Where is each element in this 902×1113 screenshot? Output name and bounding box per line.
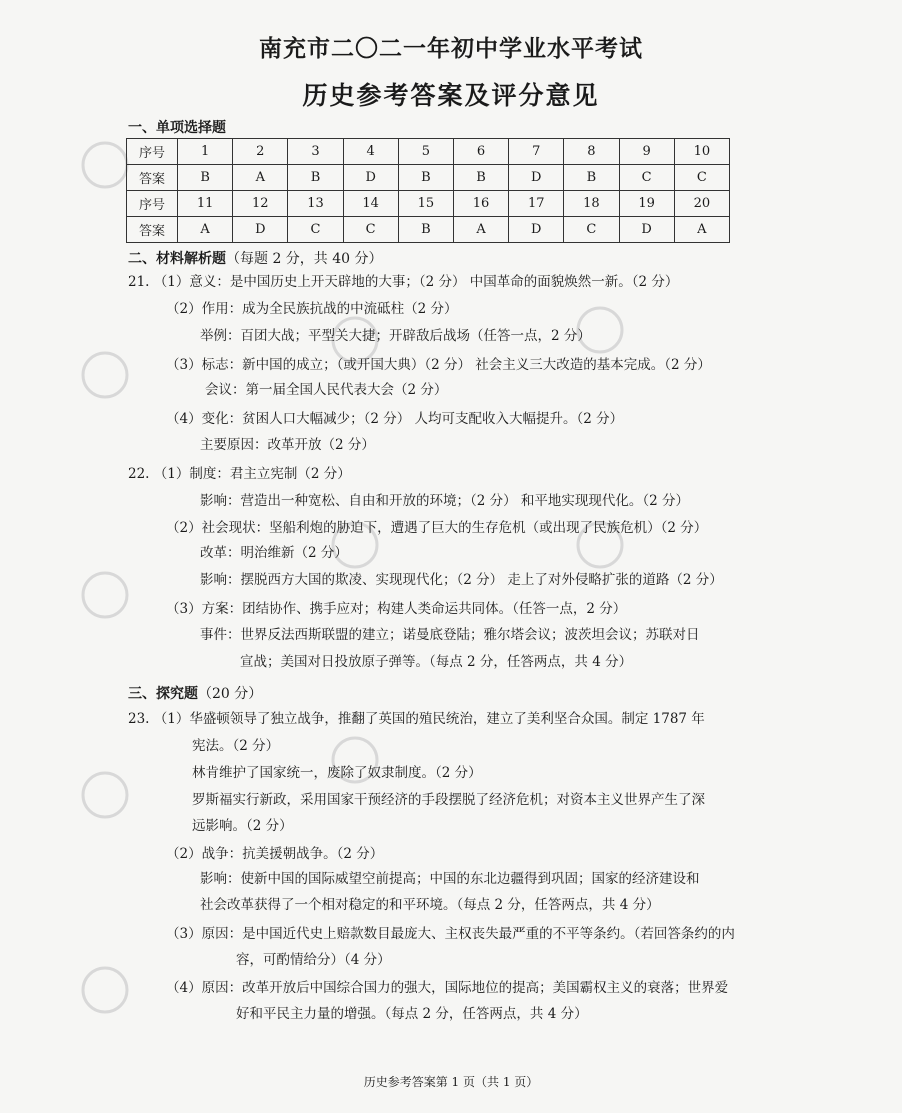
answer-table-cell: A <box>233 165 288 191</box>
q21-2-example-line: 举例：百团大战；平型关大捷；开辟敌后战场（任答一点，2 分） <box>200 328 591 344</box>
answer-table-cell: 2 <box>233 139 288 165</box>
q23-2-line: （2）战争：抗美援朝战争。（2 分） <box>166 846 384 862</box>
answer-table-cell: 14 <box>343 191 398 217</box>
q21-2-line: （2）作用：成为全民族抗战的中流砥柱（2 分） <box>166 301 458 317</box>
q23-2-impact-cont-line: 社会改革获得了一个相对稳定的和平环境。（每点 2 分，任答两点，共 4 分） <box>200 897 660 913</box>
answer-table-cell: 11 <box>178 191 233 217</box>
answer-table-cell: 5 <box>398 139 453 165</box>
answer-table-cell: 13 <box>288 191 343 217</box>
q22-1-impact-line: 影响：营造出一种宽松、自由和开放的环境；（2 分） 和平地实现现代化。（2 分） <box>200 493 690 509</box>
q21-4-line: （4）变化：贫困人口大幅减少；（2 分） 人均可支配收入大幅提升。（2 分） <box>166 411 624 427</box>
answer-table-cell: 18 <box>564 191 619 217</box>
q23-1-roosevelt-cont-line: 远影响。（2 分） <box>192 818 293 834</box>
document-title: 南充市二〇二一年初中学业水平考试 <box>259 35 643 62</box>
q22-2-impact-line: 影响：摆脱西方大国的欺凌、实现现代化；（2 分） 走上了对外侵略扩张的道路（2 分） <box>200 572 723 588</box>
section-heading-inquiry: 三、探究题（20 分） <box>128 686 263 702</box>
q22-1-line: 22. （1）制度：君主立宪制（2 分） <box>128 466 351 482</box>
answer-table-cell: B <box>398 165 453 191</box>
q23-1-line: 23. （1）华盛顿领导了独立战争，推翻了英国的殖民统治，建立了美利坚合众国。制定 1787 年 <box>128 711 705 727</box>
answer-table-cell: C <box>564 217 619 243</box>
answer-table-row <box>127 139 730 165</box>
answer-table-cell: A <box>453 217 508 243</box>
answer-table-cell: 17 <box>509 191 564 217</box>
q23-4-cont-line: 好和平民主力量的增强。（每点 2 分，任答两点，共 4 分） <box>236 1006 588 1022</box>
answer-table-cell: 20 <box>674 191 729 217</box>
q22-3-line: （3）方案：团结协作、携手应对；构建人类命运共同体。（任答一点，2 分） <box>166 601 627 617</box>
q23-2-impact-line: 影响：使新中国的国际威望空前提高；中国的东北边疆得到巩固；国家的经济建设和 <box>200 871 700 887</box>
answer-table <box>126 138 730 243</box>
q23-1-lincoln-line: 林肯维护了国家统一，废除了奴隶制度。（2 分） <box>192 765 482 781</box>
answer-table-cell: B <box>288 165 343 191</box>
answer-table-row <box>127 191 730 217</box>
q21-3-meeting-line: 会议：第一届全国人民代表大会（2 分） <box>205 382 448 398</box>
answer-table-cell: C <box>343 217 398 243</box>
answer-table-cell: B <box>398 217 453 243</box>
answer-table-cell: 3 <box>288 139 343 165</box>
answer-table-row <box>127 217 730 243</box>
q21-3-line: （3）标志：新中国的成立；（或开国大典）（2 分） 社会主义三大改造的基本完成。（2 分） <box>166 357 711 373</box>
q23-1-cont-line: 宪法。（2 分） <box>192 738 280 754</box>
answer-table-cell: D <box>509 217 564 243</box>
answer-table-cell: A <box>674 217 729 243</box>
answer-table-cell: 12 <box>233 191 288 217</box>
answer-table-cell: 6 <box>453 139 508 165</box>
answer-table-cell: D <box>343 165 398 191</box>
answer-table-row-label: 答案 <box>127 165 178 191</box>
answer-table-cell: 9 <box>619 139 674 165</box>
document-subtitle: 历史参考答案及评分意见 <box>302 81 600 110</box>
answer-table-cell: 7 <box>509 139 564 165</box>
answer-table-row-label: 序号 <box>127 139 178 165</box>
answer-table-cell: 4 <box>343 139 398 165</box>
q23-3-line: （3）原因：是中国近代史上赔款数目最庞大、主权丧失最严重的不平等条约。（若回答条约的内 <box>166 926 735 942</box>
answer-table-cell: 15 <box>398 191 453 217</box>
q23-1-roosevelt-line: 罗斯福实行新政，采用国家干预经济的手段摆脱了经济危机；对资本主义世界产生了深 <box>192 792 705 808</box>
answer-table-cell: D <box>619 217 674 243</box>
answer-table-row-label: 答案 <box>127 217 178 243</box>
q22-2-line: （2）社会现状：坚船利炮的胁迫下，遭遇了巨大的生存危机（或出现了民族危机）（2 分） <box>166 520 708 536</box>
answer-table-row <box>127 165 730 191</box>
page-footer: 历史参考答案第 1 页（共 1 页） <box>363 1075 539 1089</box>
answer-table-cell: C <box>674 165 729 191</box>
answer-table-cell: 19 <box>619 191 674 217</box>
q23-4-line: （4）原因：改革开放后中国综合国力的强大，国际地位的提高；美国霸权主义的衰落；世界爱 <box>166 980 729 996</box>
q23-3-cont-line: 容，可酌情给分）（4 分） <box>236 952 391 968</box>
answer-table-cell: 1 <box>178 139 233 165</box>
answer-table-cell: D <box>509 165 564 191</box>
answer-table-cell: C <box>619 165 674 191</box>
answer-table-cell: A <box>178 217 233 243</box>
q22-3-events-cont-line: 宣战；美国对日投放原子弹等。（每点 2 分，任答两点，共 4 分） <box>240 654 633 670</box>
answer-table-cell: B <box>453 165 508 191</box>
q21-1-line: 21. （1）意义：是中国历史上开天辟地的大事；（2 分） 中国革命的面貌焕然一新。（2 分） <box>128 274 679 290</box>
section-heading-multiple-choice: 一、单项选择题 <box>128 120 226 136</box>
q22-2-reform-line: 改革：明治维新（2 分） <box>200 545 348 561</box>
answer-table-cell: 16 <box>453 191 508 217</box>
answer-table-row-label: 序号 <box>127 191 178 217</box>
section-heading-material-analysis: 二、材料解析题（每题 2 分，共 40 分） <box>128 251 383 267</box>
answer-table-cell: B <box>178 165 233 191</box>
q21-4-reason-line: 主要原因：改革开放（2 分） <box>200 437 375 453</box>
answer-table-cell: 10 <box>674 139 729 165</box>
answer-table-cell: 8 <box>564 139 619 165</box>
answer-table-cell: D <box>233 217 288 243</box>
answer-table-cell: C <box>288 217 343 243</box>
q22-3-events-line: 事件：世界反法西斯联盟的建立；诺曼底登陆；雅尔塔会议；波茨坦会议；苏联对日 <box>200 627 700 643</box>
answer-table-cell: B <box>564 165 619 191</box>
